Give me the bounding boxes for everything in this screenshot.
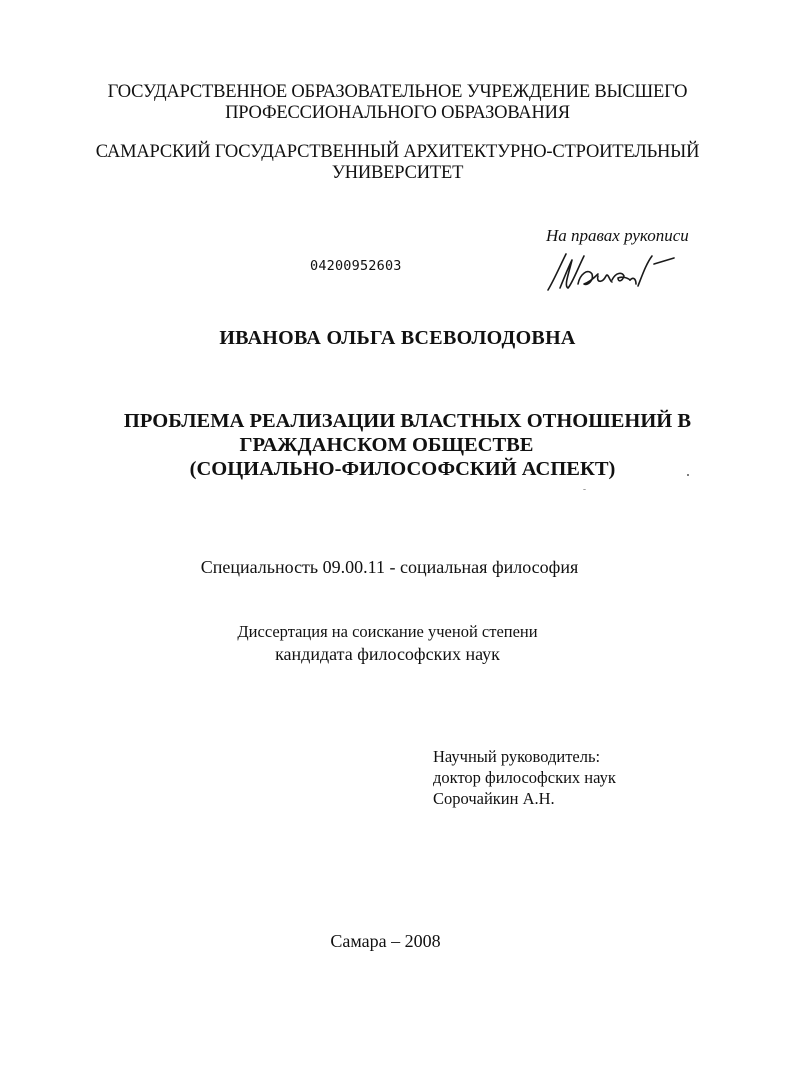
university-line-2: УНИВЕРСИТЕТ	[331, 163, 464, 183]
title-line-1: ПРОБЛЕМА РЕАЛИЗАЦИИ ВЛАСТНЫХ ОТНОШЕНИЙ В	[123, 410, 692, 432]
university-heading	[0, 142, 795, 184]
degree-line-1: Диссертация на соискание ученой степени	[237, 622, 538, 641]
title-line-2: ГРАЖДАНСКОМ ОБЩЕСТВЕ	[239, 434, 534, 456]
university-line-1: САМАРСКИЙ ГОСУДАРСТВЕННЫЙ АРХИТЕКТУРНО-СТРОИТЕЛЬНЫЙ	[95, 142, 700, 162]
catalog-number: 04200952603	[310, 258, 402, 274]
supervisor-block	[433, 746, 616, 809]
speciality-line: Специальность 09.00.11 - социальная философия	[200, 557, 579, 577]
handwritten-signature	[538, 246, 678, 296]
degree-line-2: кандидата философских наук	[275, 644, 500, 664]
scan-speck	[583, 489, 586, 490]
author-name: ИВАНОВА ОЛЬГА ВСЕВОЛОДОВНА	[219, 327, 576, 349]
supervisor-label: Научный руководитель:	[433, 747, 601, 766]
institution-heading	[0, 82, 795, 124]
dissertation-title	[0, 409, 795, 481]
supervisor-degree: доктор философских наук	[433, 768, 616, 787]
manuscript-note: На правах рукописи	[546, 226, 689, 245]
city-year: Самара – 2008	[330, 931, 441, 951]
scan-speck	[687, 474, 689, 476]
degree-statement	[0, 621, 785, 665]
supervisor-name: Сорочайкин А.Н.	[433, 789, 555, 808]
institution-line-1: ГОСУДАРСТВЕННОЕ ОБРАЗОВАТЕЛЬНОЕ УЧРЕЖДЕНИЕ ВЫСШЕГО	[107, 82, 688, 102]
institution-line-2: ПРОФЕССИОНАЛЬНОГО ОБРАЗОВАНИЯ	[225, 103, 570, 123]
title-line-3: (СОЦИАЛЬНО-ФИЛОСОФСКИЙ АСПЕКТ)	[189, 458, 616, 480]
